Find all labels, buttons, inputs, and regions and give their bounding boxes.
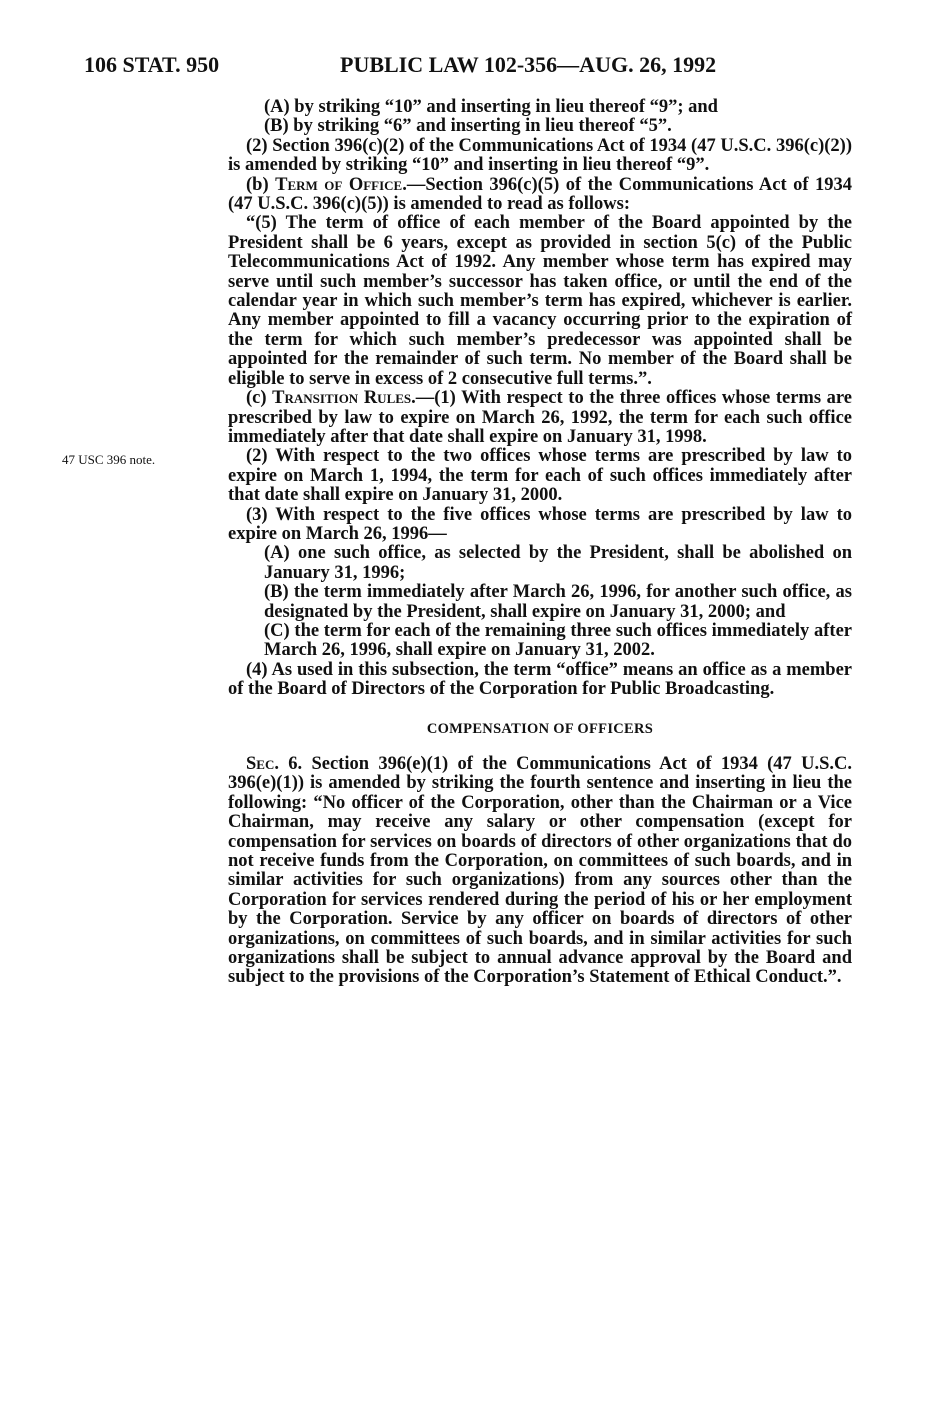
paragraph-a-abolished: (A) one such office, as selected by the President, shall be abolished on January 31, 1996; — [264, 543, 852, 583]
law-body-text — [228, 98, 852, 988]
subsection-label: (c) — [246, 388, 267, 409]
law-title: PUBLIC LAW 102-356—AUG. 26, 1992 — [340, 52, 717, 77]
paragraph-b-another-office: (B) the term immediately after March 26, 1996, for another such office, as designated by the President, shall expire on January 31, 2000; and — [264, 582, 852, 622]
page-reference: 106 STAT. 950 — [84, 52, 220, 77]
section-6-text — [228, 755, 852, 988]
paragraph-c-remaining-offices: (C) the term for each of the remaining three such offices immediately after March 26, 1996, shall expire on January 31, 2002. — [264, 620, 852, 661]
subsection-heading: Term of Office. — [275, 174, 407, 195]
subsection-text: —(1) With respect to the three offices whose terms are prescribed by law to expire on March 26, 1992, the term for each such office immediately after that date shall expire on January 31, 1998. — [228, 388, 852, 447]
section-label: Sec. 6. — [246, 754, 303, 774]
paragraph-b-strike-6: (B) by striking “6” and inserting in lieu thereof “5”. — [264, 116, 672, 137]
paragraph-2-two-offices: (2) With respect to the two offices whose terms are prescribed by law to expire on March 1, 1994, the term for each of such offices immediately after that date shall expire on January 31, 2000. — [228, 446, 852, 506]
subsection-heading: Transition Rules. — [272, 388, 416, 409]
paragraph-a-strike-10: (A) by striking “10” and inserting in lieu thereof “9”; and — [264, 97, 718, 117]
section-heading-compensation: COMPENSATION OF OFFICERS — [426, 720, 654, 737]
paragraph-c-transition-rules — [228, 389, 852, 447]
subsection-label: (b) — [246, 174, 269, 195]
paragraph-3-five-offices: (3) With respect to the five offices whose terms are prescribed by law to expire on March 26, 1996— — [228, 504, 852, 544]
paragraph-b-term-of-office — [228, 176, 852, 215]
subsection-text: —Section 396(c)(5) of the Communications Act of 1934 (47 U.S.C. 396(c)(5)) is amended to read as follows: — [228, 174, 853, 215]
page-header — [84, 52, 874, 84]
paragraph-5-term-text: “(5) The term of office of each member of the Board appointed by the President shall be 6 years, except as provided in section 5(c) of the Public Telecommunications Act of 1992. Any member whose term has expired may serve until such member’s successor has taken office, or until the end of the calendar year in which such member’s term has expired, whichever is earlier. Any member appointed to fill a vacancy occurring prior to the expiration of the term for which such member’s predecessor was appointed shall be appointed for the remainder of such term. No member of the Board shall be eligible to serve in excess of 2 consecutive full terms.”. — [228, 213, 852, 389]
paragraph-2-section-396c2: (2) Section 396(c)(2) of the Communications Act of 1934 (47 U.S.C. 396(c)(2)) is amended by striking “10” and inserting in lieu thereof “9”. — [228, 135, 852, 176]
section-6-body: Section 396(e)(1) of the Communications Act of 1934 (47 U.S.C. 396(e)(1)) is amended by striking the fourth sentence and inserting in lieu the following: “No officer of the Corporation, other than the Chairman or a Vice Chairman, may receive any salary or other compensation (except for compensation for services on boards of directors of other organizations that do not receive funds from the Corporation, on committees of such boards, and in similar activities for such organizations) from any sources other than the Corporation for services rendered during the period of his or her employment by the Corporation. Service by any officer on boards of directors of other organizations, on committees of such boards, and in similar activities for such organizations shall be subject to annual advance approval by the Board and subject to the provisions of the Corporation’s Statement of Ethical Conduct.”. — [228, 754, 852, 988]
margin-citation-note: 47 USC 396 note. — [62, 452, 156, 467]
paragraph-4-office-definition: (4) As used in this subsection, the term “office” means an office as a member of the Board of Directors of the Corporation for Public Broadcasting. — [228, 659, 852, 700]
